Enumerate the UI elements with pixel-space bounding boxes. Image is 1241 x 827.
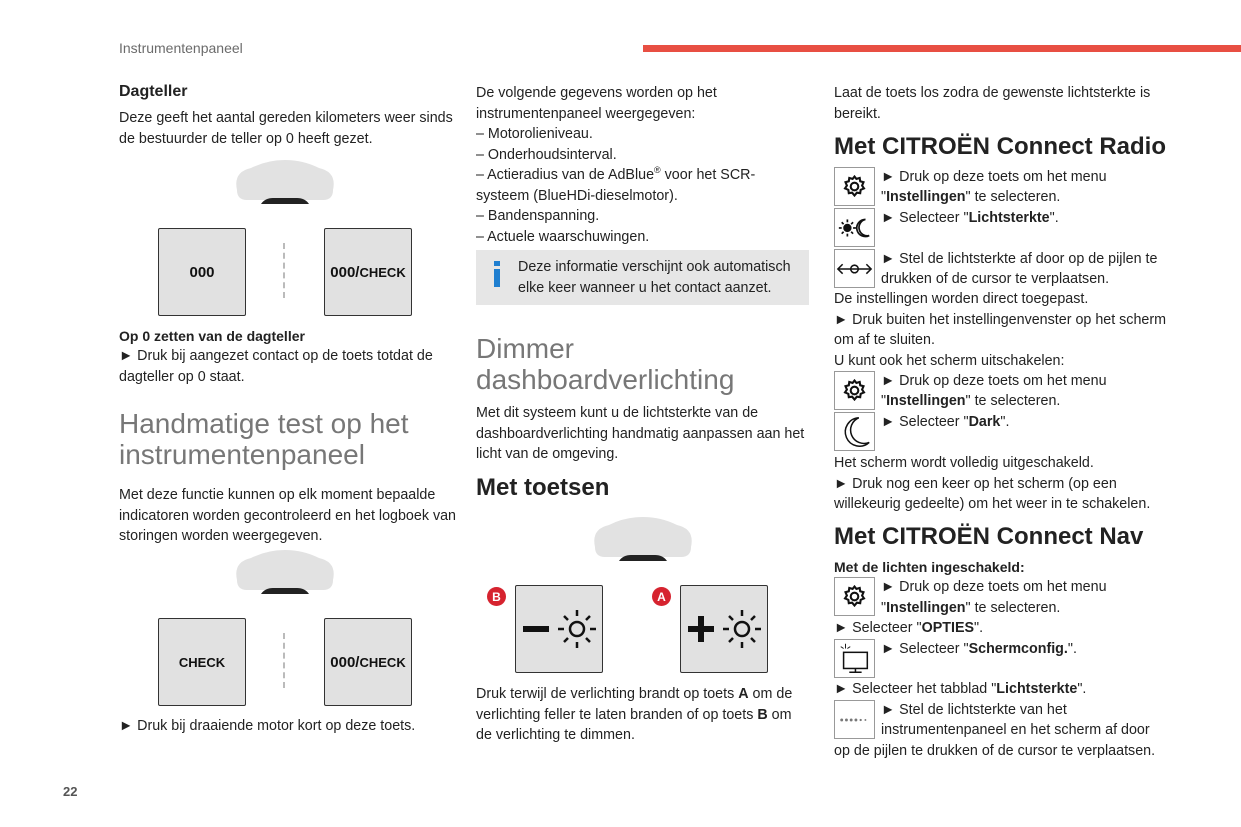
applied-text: De instellingen worden direct toegepast. xyxy=(834,291,1089,307)
intro-text: De volgende gegevens worden op het instrumentenpaneel weergegeven: xyxy=(476,85,717,122)
key-label: CHECK xyxy=(178,654,226,670)
section-title: Instrumentenpaneel xyxy=(119,40,243,56)
option-name: Lichtsterkte xyxy=(996,681,1078,697)
r-step2 xyxy=(881,208,1059,229)
dotted-slider-icon xyxy=(834,700,875,739)
nav-heading-wrap xyxy=(834,523,1143,551)
text: Druk terwijl de verlichting brandt op toets xyxy=(476,686,739,702)
slider-arrows-icon xyxy=(834,249,875,288)
n-step1-a: ► Druk op deze toets om het menu xyxy=(881,579,1107,595)
t: " te selecteren. xyxy=(965,189,1061,205)
dim-up-key xyxy=(680,585,768,673)
list-item: – Motorolieniveau. xyxy=(476,126,593,142)
nav-heading: Met CITROËN Connect Nav xyxy=(834,523,1144,550)
list-item: – Onderhoudsinterval. xyxy=(476,146,617,163)
t: ". xyxy=(974,620,984,636)
t: ". xyxy=(1049,210,1059,226)
key-label: CHECK xyxy=(359,264,406,280)
option-name: Lichtsterkte xyxy=(968,210,1050,226)
plus-sun-icon xyxy=(684,604,764,654)
check-key xyxy=(324,618,412,706)
t: ► Selecteer " xyxy=(881,414,969,430)
n-step1-b xyxy=(881,598,1060,619)
accent-bar xyxy=(643,45,1241,52)
n-step3 xyxy=(881,639,1077,660)
option-name: OPTIES xyxy=(921,620,975,636)
radio-dark-notes xyxy=(834,453,1169,515)
gear-icon xyxy=(834,371,875,410)
r-step4-a: ► Druk op deze toets om het menu xyxy=(881,373,1107,389)
r-step4-b xyxy=(881,391,1060,412)
t: ► Selecteer het tabblad " xyxy=(834,681,997,697)
dagteller-section xyxy=(119,82,459,149)
t: ". xyxy=(1077,681,1087,697)
option-name: Schermconfig. xyxy=(968,641,1068,657)
info-icon xyxy=(490,260,504,288)
menu-name: Instellingen xyxy=(886,600,966,616)
test-text: Met deze functie kunnen op elk moment bepaalde indicatoren worden gecontroleerd en het logboek van storingen worden weergegeven. xyxy=(119,487,457,544)
brightness-day-night-icon xyxy=(834,208,875,247)
dagteller-heading: Dagteller xyxy=(119,83,188,100)
q: " xyxy=(881,189,887,205)
r-step1-a: ► Druk op deze toets om het menu xyxy=(881,169,1107,185)
t: " te selecteren. xyxy=(965,600,1061,616)
n-step2 xyxy=(834,618,983,639)
info-text: Deze informatie verschijnt ook automatisch elke keer wanneer u het contact aanzet. xyxy=(518,259,791,296)
nav-subheading: Met de lichten ingeschakeld: xyxy=(834,559,1025,575)
page-number: 22 xyxy=(63,784,78,799)
badge-b: B xyxy=(487,587,506,606)
info-box xyxy=(476,250,809,305)
list-item: – Actuele waarschuwingen. xyxy=(476,228,650,245)
r-step1-b xyxy=(881,187,1060,208)
dimmer-heading: Dimmer dashboardverlichting xyxy=(476,333,735,395)
reset-key xyxy=(158,228,246,316)
key-label: 000/ xyxy=(330,653,360,671)
car-silhouette-icon xyxy=(229,158,341,206)
t: ► Selecteer " xyxy=(881,641,969,657)
dimmer-section xyxy=(476,333,811,502)
key-label: 000 xyxy=(189,263,215,281)
reset-heading: Op 0 zetten van de dagteller xyxy=(119,328,305,344)
reset-text: ► Druk bij aangezet contact op de toets totdat de dagteller op 0 staat. xyxy=(119,348,433,385)
divider xyxy=(283,633,285,688)
key-ref-b: B xyxy=(757,706,768,723)
n-step4 xyxy=(834,679,1086,700)
reset-section xyxy=(119,326,459,387)
close-text: ► Druk buiten het instellingenvenster op het scherm om af te sluiten. xyxy=(834,311,1167,348)
radio-notes xyxy=(834,289,1169,371)
release-text-p: Laat de toets los zodra de gewenste lichtsterkte is bereikt. xyxy=(834,85,1151,122)
q: " xyxy=(881,600,887,616)
r-step3-b: drukken of de cursor te verplaatsen. xyxy=(881,271,1110,287)
test-instruction xyxy=(119,716,459,737)
moon-icon xyxy=(834,412,875,451)
t: ► Selecteer " xyxy=(834,620,922,636)
car-silhouette-icon xyxy=(587,515,699,563)
n-step5-c: op de pijlen te drukken of de cursor te verplaatsen. xyxy=(834,743,1156,759)
t: " te selecteren. xyxy=(965,393,1061,409)
text: om de verlichting feller te laten branden of op toets xyxy=(476,686,793,723)
key-label: CHECK xyxy=(359,654,406,670)
release-text xyxy=(834,83,1164,124)
badge-a: A xyxy=(652,587,671,606)
radio-heading-wrap xyxy=(834,133,1166,161)
t: ". xyxy=(1000,414,1010,430)
list-item xyxy=(476,165,796,206)
screen-config-icon xyxy=(834,639,875,678)
t: ► Selecteer " xyxy=(881,210,969,226)
gear-icon xyxy=(834,167,875,206)
list-item-text: voor het SCR-systeem (BlueHDi-dieselmotor). xyxy=(476,167,756,204)
minus-sun-icon xyxy=(519,604,599,654)
toetsen-heading: Met toetsen xyxy=(476,473,610,501)
menu-name: Instellingen xyxy=(886,393,966,409)
check-key xyxy=(324,228,412,316)
list-item-text: – Actieradius van de AdBlue xyxy=(476,167,655,183)
dim-down-key xyxy=(515,585,603,673)
test-section xyxy=(119,408,459,547)
registered-mark: ® xyxy=(654,165,661,176)
dimmer-text: Met dit systeem kunt u de lichtsterkte van de dashboardverlichting handmatig aanpassen aan het licht van de omgeving. xyxy=(476,405,805,462)
car-silhouette-icon xyxy=(229,548,341,596)
instrument-data-section xyxy=(476,83,796,247)
option-name: Dark xyxy=(968,414,1001,430)
menu-name: Instellingen xyxy=(886,189,966,205)
key-label: 000/ xyxy=(330,263,360,281)
radio-heading: Met CITROËN Connect Radio xyxy=(834,133,1167,160)
dagteller-text: Deze geeft het aantal gereden kilometers weer sinds de bestuurder de teller op 0 heeft gezet. xyxy=(119,110,453,147)
gear-icon xyxy=(834,577,875,616)
r-step3-a: ► Stel de lichtsterkte af door op de pijlen te xyxy=(881,251,1158,267)
toetsen-instruction xyxy=(476,684,806,746)
divider xyxy=(283,243,285,298)
key-ref-a: A xyxy=(738,686,749,702)
off-text: U kunt ook het scherm uitschakelen: xyxy=(834,352,1065,369)
n-step5-b: instrumentenpaneel en het scherm af door xyxy=(881,722,1150,738)
dark-info: Het scherm wordt volledig uitgeschakeld. xyxy=(834,455,1094,471)
n-step5-a: ► Stel de lichtsterkte van het xyxy=(881,702,1067,718)
test-heading: Handmatige test op het instrumentenpaneel xyxy=(119,408,409,470)
on-text: ► Druk nog een keer op het scherm (op een willekeurig gedeelte) om het weer in te schakelen. xyxy=(834,475,1151,512)
t: ". xyxy=(1067,641,1077,657)
text: om de verlichting te dimmen. xyxy=(476,706,792,743)
q: " xyxy=(881,393,887,409)
check-key xyxy=(158,618,246,706)
test-instruction-text: ► Druk bij draaiende motor kort op deze toets. xyxy=(119,718,416,734)
list-item: – Bandenspanning. xyxy=(476,208,600,224)
r-step5 xyxy=(881,412,1009,433)
